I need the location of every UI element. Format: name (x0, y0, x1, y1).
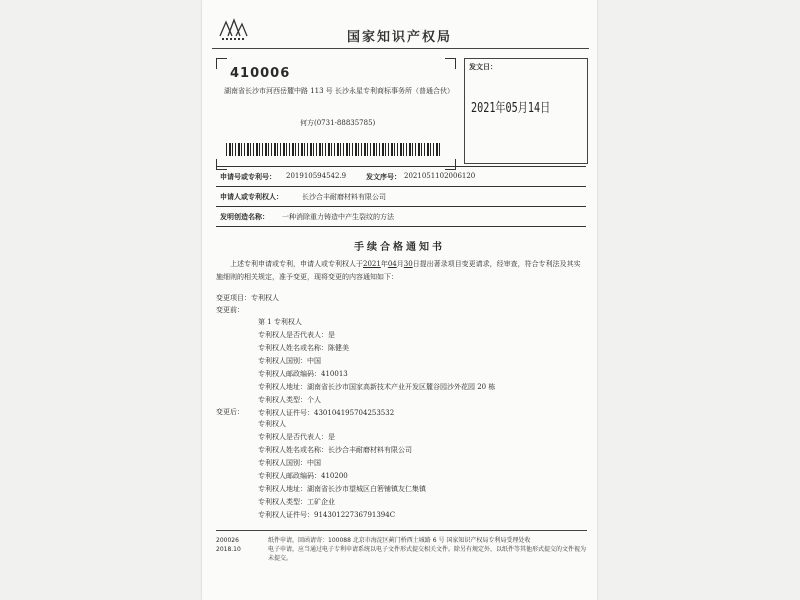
before-fields (258, 329, 495, 420)
issue-date-label: 发文日： (469, 62, 497, 71)
before-field: 专利权人是否代表人：是 (258, 331, 335, 339)
before-field: 专利权人国别：中国 (258, 357, 321, 365)
app-no-label: 申请号或专利号： (220, 172, 276, 181)
notice-day: 30 (403, 260, 413, 268)
after-group: 专利权人 (258, 420, 286, 428)
notice-year: 2021 (363, 260, 381, 268)
change-item-value: 专利权人 (251, 294, 279, 302)
after-field: 专利权人姓名或名称：长沙合丰耐磨材料有限公司 (258, 446, 412, 454)
info-row-application (216, 167, 586, 187)
after-field: 专利权人证件号：91430122736791394C (258, 511, 396, 519)
notice-title: 手续合格通知书 (354, 242, 445, 253)
case-info-table (216, 166, 586, 227)
issuer-title: 国家知识产权局 (346, 30, 452, 45)
header-divider (212, 48, 589, 49)
form-code (216, 536, 241, 554)
after-field: 专利权人是否代表人：是 (258, 433, 335, 441)
form-version: 2018.10 (216, 546, 241, 553)
info-row-invention (216, 207, 586, 227)
before-field: 专利权人地址：湖南省长沙市国家高新技术产业开发区麓谷园沙外花园 20 栋 (258, 383, 496, 391)
before-field: 专利权人姓名或名称：陈健美 (258, 344, 349, 352)
before-label: 变更前： (216, 306, 244, 314)
notice-body (216, 258, 586, 284)
after-field: 专利权人国别：中国 (258, 459, 321, 467)
footer-note-paper: 纸件申请，回函请寄：100088 北京市海淀区蓟门桥西土城路 6 号 国家知识产权局专利局受理处收 (268, 537, 531, 544)
document-page (202, 0, 597, 600)
info-row-applicant (216, 187, 586, 207)
before-field: 专利权人证件号：430104195704253532 (258, 409, 395, 417)
applicant-value: 长沙合丰耐磨材料有限公司 (302, 193, 386, 201)
invention-label: 发明创造名称： (220, 212, 269, 221)
issue-date-stamp: 2021年05月14日 (471, 101, 551, 116)
send-no-label: 发文序号： (366, 172, 401, 181)
before-group: 第 1 专利权人 (258, 318, 302, 326)
invention-value: 一种消除重力铸造中产生裂纹的方法 (282, 213, 394, 221)
applicant-label: 申请人或专利权人： (220, 192, 283, 201)
notice-intro-1: 上述专利申请或专利，申请人或专利权人于 (230, 260, 363, 268)
footer-notes (268, 536, 588, 563)
after-fields (258, 431, 426, 522)
after-label: 变更后： (216, 408, 244, 416)
barcode (226, 143, 440, 156)
footer-note-electronic: 电子申请，应当通过电子专利申请系统以电子文件形式提交相关文件。除另有规定外，以纸件等其他形式提交的文件视为未提交。 (268, 546, 587, 562)
after-field: 专利权人邮政编码：410200 (258, 472, 348, 480)
before-field: 专利权人邮政编码：410013 (258, 370, 348, 378)
notice-month-unit: 月 (396, 260, 404, 268)
notice-year-unit: 年 (380, 260, 388, 268)
notice-month: 04 (387, 260, 397, 268)
notice-intro-2: 日提出著录项目变更请求，经审查，符合专利法及其实施细则的相关规定，准予变更，现将变更的内容通知如下： (216, 260, 581, 281)
after-field: 专利权人地址：湖南省长沙市望城区白箬铺镇友仁集镇 (258, 485, 426, 493)
before-field: 专利权人类型：个人 (258, 396, 321, 404)
after-field: 专利权人类型：工矿企业 (258, 498, 335, 506)
footer-divider (216, 530, 587, 531)
change-item-label: 变更项目： (216, 294, 251, 302)
recipient-address: 湖南省长沙市河西岳麓中路 113 号 长沙永星专利商标事务所（普通合伙） (224, 87, 455, 95)
recipient-contact: 何方(0731-88835785) (300, 119, 376, 127)
postcode: 410006 (230, 66, 291, 81)
app-no-value: 201910594542.9 (286, 172, 347, 180)
address-block (216, 58, 456, 170)
form-code-number: 200026 (216, 537, 239, 544)
issue-date-block (464, 58, 588, 164)
send-no-value: 2021051102006120 (404, 172, 476, 180)
